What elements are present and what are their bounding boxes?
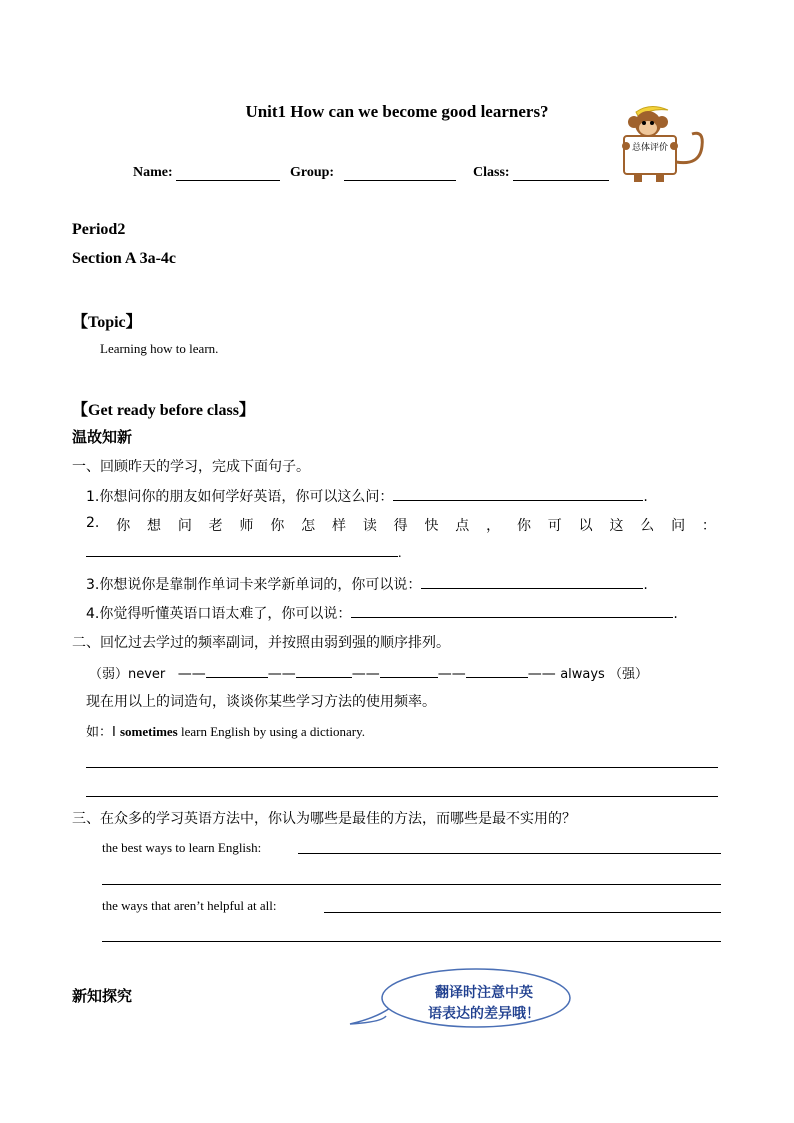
name-label: Name: xyxy=(133,165,173,180)
question-1 xyxy=(86,486,648,506)
question-4-text: 4.你觉得听懂英语口语太难了，你可以说： xyxy=(86,606,352,622)
question-3 xyxy=(86,574,648,594)
part2-instruction: 现在用以上的词造句，谈谈你某些学习方法的使用频率。 xyxy=(86,694,436,710)
question-2-char: 你 xyxy=(116,518,131,534)
page-title: Unit1 How can we become good learners? xyxy=(245,102,549,121)
class-blank[interactable] xyxy=(513,166,609,181)
monkey-evaluation-icon xyxy=(618,100,714,186)
question-2-blank[interactable] xyxy=(86,542,398,557)
frequency-order-row xyxy=(89,663,648,682)
topic-heading: 【Topic】 xyxy=(72,314,142,331)
answer-line[interactable] xyxy=(102,941,721,942)
dash: —— xyxy=(437,666,466,682)
question-1-blank[interactable] xyxy=(393,486,643,501)
period-mark: . xyxy=(398,546,402,561)
period-mark: . xyxy=(643,489,648,505)
period-mark: . xyxy=(643,577,648,593)
group-field xyxy=(290,165,456,181)
example-rest: learn English by using a dictionary. xyxy=(177,724,365,739)
question-2-char: 想 xyxy=(147,518,162,534)
question-2-answer xyxy=(86,542,402,562)
question-3-blank[interactable] xyxy=(421,574,643,589)
question-2-char: 样 xyxy=(331,518,346,534)
bubble-text xyxy=(408,983,560,1025)
answer-line[interactable] xyxy=(102,884,721,885)
part3-heading: 三、在众多的学习英语方法中，你认为哪些是最佳的方法，而哪些是最不实用的？ xyxy=(72,811,576,827)
question-2-char: 读 xyxy=(362,518,377,534)
question-2 xyxy=(86,515,716,535)
best-ways-label: the best ways to learn English: xyxy=(102,840,262,855)
question-2-char: 问 xyxy=(671,518,686,534)
question-2-char: 这 xyxy=(609,518,624,534)
new-knowledge-title: 新知探究 xyxy=(72,987,133,1005)
answer-line[interactable] xyxy=(324,912,721,913)
question-2-char: 老 xyxy=(208,518,223,534)
part2-heading: 二、回忆过去学过的频率副词，并按照由弱到强的顺序排列。 xyxy=(72,635,450,651)
question-3-text: 3.你想说你是靠制作单词卡来学新单词的，你可以说： xyxy=(86,577,422,593)
question-2-char: ， xyxy=(486,518,501,534)
example-sentence xyxy=(86,721,365,740)
strong-label: always （强） xyxy=(560,667,648,682)
badge-label: 总体评价 xyxy=(631,143,669,153)
name-blank[interactable] xyxy=(176,166,280,181)
dash: —— xyxy=(527,666,556,682)
example-bold: sometimes xyxy=(119,724,178,739)
question-2-char: 2. xyxy=(86,515,100,531)
adverb-blank-1[interactable] xyxy=(206,663,268,678)
adverb-blank-4[interactable] xyxy=(466,663,528,678)
bubble-line-2: 语表达的差异哦！ xyxy=(428,1006,540,1022)
group-label: Group: xyxy=(290,165,335,180)
weak-label: （弱）never xyxy=(89,667,166,682)
class-label: Class: xyxy=(473,165,510,180)
question-2-char: 你 xyxy=(270,518,285,534)
name-field xyxy=(133,165,280,181)
question-1-text: 1.你想问你的朋友如何学好英语，你可以这么问： xyxy=(86,489,394,505)
group-blank[interactable] xyxy=(344,166,456,181)
period-mark: . xyxy=(673,606,678,622)
answer-line[interactable] xyxy=(298,853,721,854)
period-label: Period2 xyxy=(72,221,126,238)
dash: —— xyxy=(267,666,296,682)
worst-ways-label: the ways that aren’t helpful at all: xyxy=(102,898,277,913)
example-prefix: 如：I xyxy=(86,725,120,740)
question-4-blank[interactable] xyxy=(351,603,673,618)
question-2-char: 你 xyxy=(516,518,531,534)
topic-text: Learning how to learn. xyxy=(100,341,219,356)
dash: —— xyxy=(351,666,380,682)
question-2-char: 快 xyxy=(424,518,439,534)
review-title: 温故知新 xyxy=(72,428,133,446)
question-2-char: 怎 xyxy=(301,518,316,534)
question-2-char: 以 xyxy=(578,518,593,534)
question-2-char: 点 xyxy=(455,518,470,534)
section-label: Section A 3a-4c xyxy=(72,250,176,267)
question-2-char: 么 xyxy=(640,518,655,534)
answer-line[interactable] xyxy=(86,767,718,768)
question-4 xyxy=(86,603,678,623)
bubble-line-1: 翻译时注意中英 xyxy=(435,985,533,1001)
adverb-blank-2[interactable] xyxy=(296,663,352,678)
question-2-char: 得 xyxy=(393,518,408,534)
question-2-char: 师 xyxy=(239,518,254,534)
question-2-char: ： xyxy=(701,518,716,534)
question-2-char: 问 xyxy=(177,518,192,534)
part1-heading: 一、回顾昨天的学习，完成下面句子。 xyxy=(72,459,310,475)
answer-line[interactable] xyxy=(86,796,718,797)
class-field xyxy=(473,165,609,181)
get-ready-heading: 【Get ready before class】 xyxy=(72,402,255,419)
adverb-blank-3[interactable] xyxy=(380,663,438,678)
dash: —— xyxy=(177,666,206,682)
question-2-char: 可 xyxy=(547,518,562,534)
